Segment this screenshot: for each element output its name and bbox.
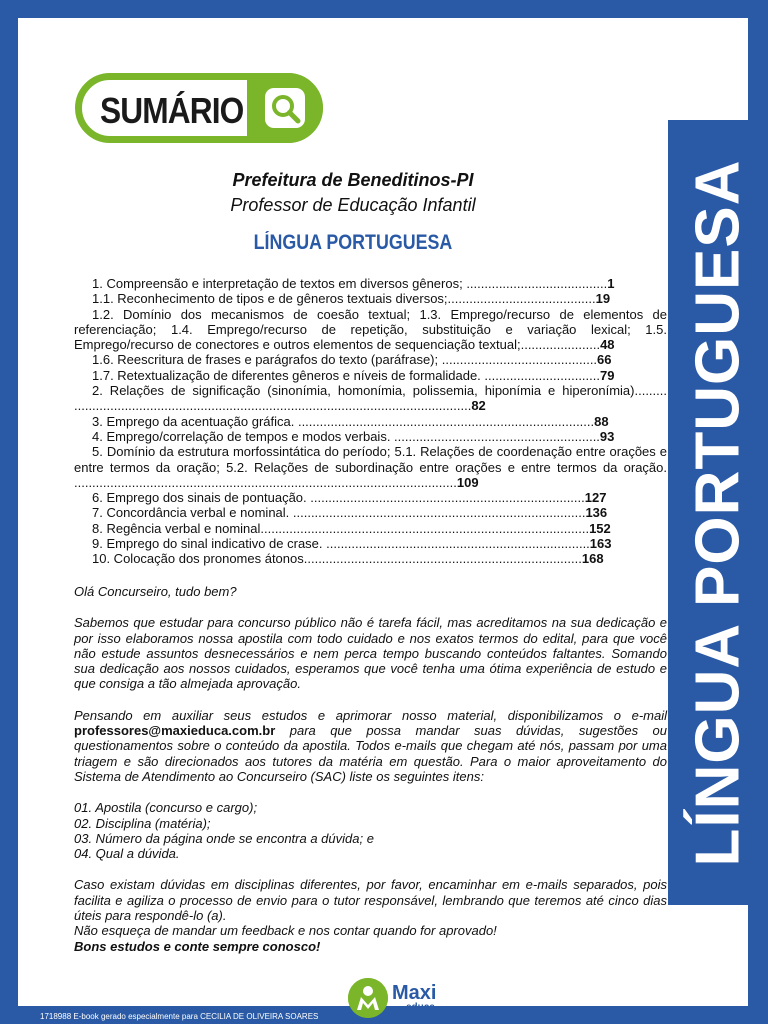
greeting: Olá Concurseiro, tudo bem?: [74, 584, 237, 599]
list-item: 02. Disciplina (matéria);: [74, 815, 211, 831]
toc-entry[interactable]: [74, 490, 667, 505]
logo-name: Maxi: [392, 982, 437, 1004]
toc-entry[interactable]: [74, 505, 667, 520]
toc-entry[interactable]: [74, 429, 667, 444]
toc-entry[interactable]: [74, 352, 667, 367]
closing-line: Bons estudos e conte sempre conosco!: [74, 938, 321, 954]
list-item: 01. Apostila (concurso e cargo);: [74, 800, 258, 816]
toc-page-number: 1: [607, 276, 615, 291]
toc-page-number: 168: [581, 551, 604, 567]
toc-entry[interactable]: [74, 536, 667, 551]
toc-page-number: 109: [456, 474, 479, 490]
toc-entry-text: 1.7. Retextualização de diferentes gêneros e níveis de formalidade. ................................: [92, 367, 600, 383]
toc-page-number: 127: [584, 490, 607, 506]
toc-entry[interactable]: [74, 414, 667, 429]
toc-entry-text: 4. Emprego/correlação de tempos e modos verbais. .........................................................: [92, 428, 600, 444]
logo-subtitle: educa: [406, 1002, 435, 1013]
toc-entry[interactable]: [74, 521, 667, 536]
toc-entry[interactable]: [74, 368, 667, 383]
paragraph-1: Sabemos que estudar para concurso público não é tarefa fácil, mas acreditamos na sua dedicação e por isso elaboramos nossa apostila com todo cuidado e nos exatos termos do edital, para que você não estude assuntos desnecessários e nem perca tempo buscando conteúdos faltantes. Somando sua dedicação aos nossos cuidados, esperamos que você tenha uma ótima experiência de estudo e que consiga a tão almejada aprovação.: [74, 615, 667, 692]
side-banner: [668, 120, 768, 905]
sumario-badge: [75, 73, 323, 143]
toc-entry[interactable]: [74, 307, 667, 353]
toc-entry[interactable]: [74, 551, 667, 566]
paragraph-2-end: para que possa mandar suas dúvidas, sugestões ou questionamentos sobre o conteúdo da apostila. Todos e-mails que chegam até nós, passam por uma triagem e são direcionados aos tutores da matéria em questão. Para o maior aproveitamento do Sistema de Atendimento ao Concurseiro (SAC) liste os seguintes itens:: [74, 723, 667, 784]
toc-entry-text: 1. Compreensão e interpretação de textos em diversos gêneros; .......................................: [92, 276, 608, 291]
paragraph-2: [74, 708, 667, 784]
list-item: 04. Qual a dúvida.: [74, 846, 180, 862]
toc-entry-text: 8. Regência verbal e nominal...........................................................................................: [92, 520, 590, 536]
toc-page-number: 82: [471, 398, 486, 414]
toc-page-number: 88: [594, 413, 609, 429]
toc-entry-text: 1.2. Domínio dos mecanismos de coesão textual; 1.3. Emprego/recurso de elementos de referenciação; 1.4. Emprego/recurso de repetição, substituição e variação lexical; 1.5. Emprego/recurso de conectores e outros elementos de sequenciação textual;......................: [74, 306, 667, 353]
magnifier-icon: [247, 73, 323, 143]
toc-entry[interactable]: [74, 276, 667, 291]
toc-entry-text: 7. Concordância verbal e nominal. .................................................................................: [92, 505, 586, 521]
toc-page-number: 48: [600, 337, 615, 353]
toc-entry-text: 1.6. Reescritura de frases e parágrafos do texto (paráfrase); ...........................................: [92, 352, 598, 368]
toc-entry-text: 6. Emprego dos sinais de pontuação. ............................................................................: [92, 490, 585, 506]
footer-note: 1718988 E-book gerado especialmente para CECILIA DE OLIVEIRA SOARES: [40, 1012, 319, 1021]
toc-page-number: 163: [589, 536, 612, 552]
paragraph-2-start: Pensando em auxiliar seus estudos e aprimorar nosso material, disponibilizamos o e-mail: [74, 707, 667, 723]
side-banner-title: LÍNGUA PORTUGUESA: [683, 158, 753, 867]
toc-entry-text: 10. Colocação dos pronomes átonos.............................................................................: [92, 551, 582, 567]
paragraph-3: Caso existam dúvidas em disciplinas diferentes, por favor, encaminhar em e-mails separados, pois facilita e agiliza o processo de envio para o tutor responsável, lembrando que teremos até cinco dias úteis para respondê-lo (a).: [74, 877, 667, 924]
toc-entry[interactable]: [74, 383, 667, 414]
sumario-label: SUMÁRIO: [100, 90, 244, 131]
toc-entry-text: 2. Relações de significação (sinonímia, homonímia, polissemia, hiponímia e hiperonímia)......... ..............................................................................................................: [74, 383, 667, 414]
toc-entry-text: 5. Domínio da estrutura morfossintática do período; 5.1. Relações de coordenação entre orações e entre termos da oração; 5.2. Relações de subordinação entre orações e entre termos da oração. ..........................................................................................................: [74, 444, 667, 490]
table-of-contents: [74, 276, 667, 567]
toc-entry-text: 1.1. Reconhecimento de tipos e de gêneros textuais diversos;.........................................: [92, 291, 596, 307]
toc-entry-text: 9. Emprego do sinal indicativo de crase. .........................................................................: [92, 536, 590, 552]
toc-page-number: 93: [599, 428, 615, 444]
toc-page-number: 66: [597, 352, 612, 368]
document-subtitle: Professor de Educação Infantil: [230, 195, 476, 215]
document-title: Prefeitura de Beneditinos-PI: [232, 170, 474, 190]
toc-page-number: 19: [595, 291, 611, 307]
toc-page-number: 136: [585, 505, 608, 521]
toc-page-number: 79: [599, 367, 615, 383]
toc-entry[interactable]: [74, 444, 667, 490]
list-item: 03. Número da página onde se encontra a dúvida; e: [74, 830, 374, 846]
toc-entry[interactable]: [74, 291, 667, 306]
maxi-educa-logo: [348, 978, 436, 1018]
document-page: [18, 18, 748, 1013]
paragraph-4: Não esqueça de mandar um feedback e nos contar quando for aprovado!: [74, 923, 497, 939]
section-title: LÍNGUA PORTUGUESA: [253, 231, 453, 254]
contact-email[interactable]: professores@maxieduca.com.br: [74, 723, 276, 739]
toc-entry-text: 3. Emprego da acentuação gráfica. ..................................................................................: [92, 413, 595, 429]
logo-mark-icon: [348, 978, 388, 1018]
intro-text: [74, 584, 667, 954]
toc-page-number: 152: [589, 520, 611, 536]
